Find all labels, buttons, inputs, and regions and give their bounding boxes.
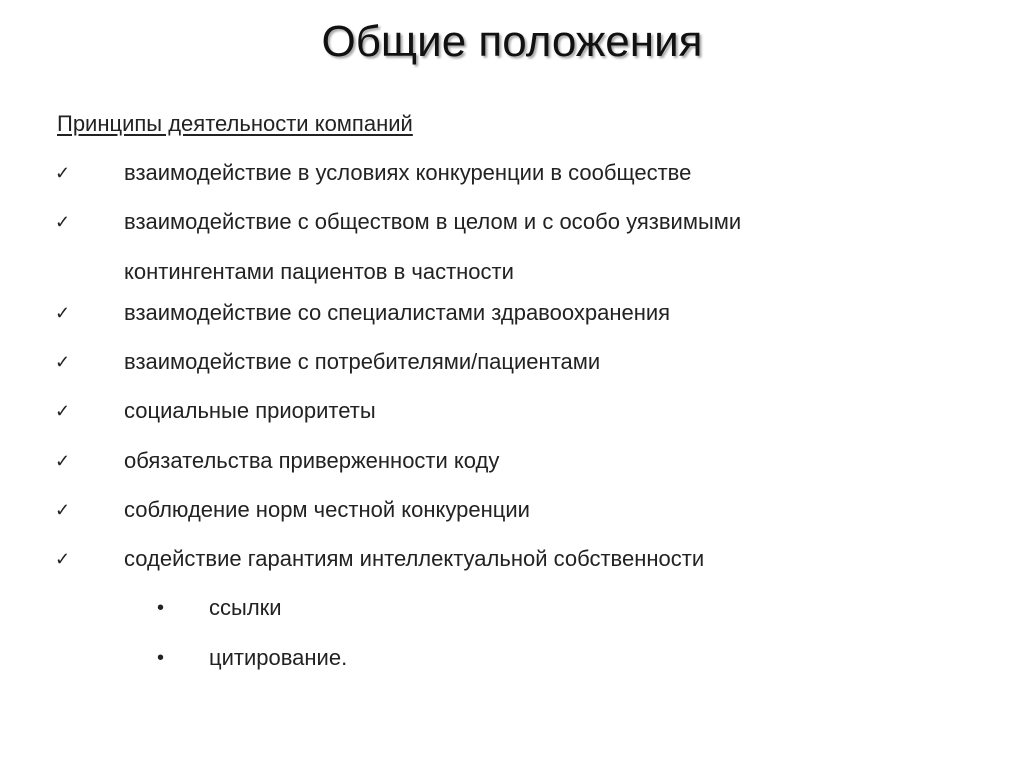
checkmark-icon: ✓ <box>55 212 71 232</box>
sub-list-item-text: ссылки <box>209 595 282 620</box>
list-item-text: взаимодействие с потребителями/пациентами <box>124 349 601 374</box>
list-item-text: социальные приоритеты <box>124 398 376 423</box>
list-item-text: взаимодействие с обществом в целом и с особо уязвимыми контингентами пациентов в частности <box>124 209 742 284</box>
section-subtitle: Принципы деятельности компаний <box>57 111 413 136</box>
slide-title: Общие положения <box>321 17 703 66</box>
checkmark-icon: ✓ <box>55 500 71 520</box>
list-item-text: взаимодействие в условиях конкуренции в сообществе <box>124 160 692 185</box>
bullet-icon: • <box>157 647 165 669</box>
checkmark-icon: ✓ <box>55 352 71 372</box>
bullet-icon: • <box>157 597 165 619</box>
checkmark-icon: ✓ <box>55 549 71 569</box>
list-item-text: содействие гарантиям интеллектуальной собственности <box>124 546 705 571</box>
list-item-text: соблюдение норм честной конкуренции <box>124 497 530 522</box>
sub-list-item-text: цитирование. <box>209 645 348 670</box>
checkmark-icon: ✓ <box>55 451 71 471</box>
checkmark-icon: ✓ <box>55 163 71 183</box>
list-item-text: взаимодействие со специалистами здравоохранения <box>124 300 671 325</box>
checkmark-icon: ✓ <box>55 303 71 323</box>
list-item-text: обязательства приверженности коду <box>124 448 500 473</box>
checkmark-icon: ✓ <box>55 401 71 421</box>
